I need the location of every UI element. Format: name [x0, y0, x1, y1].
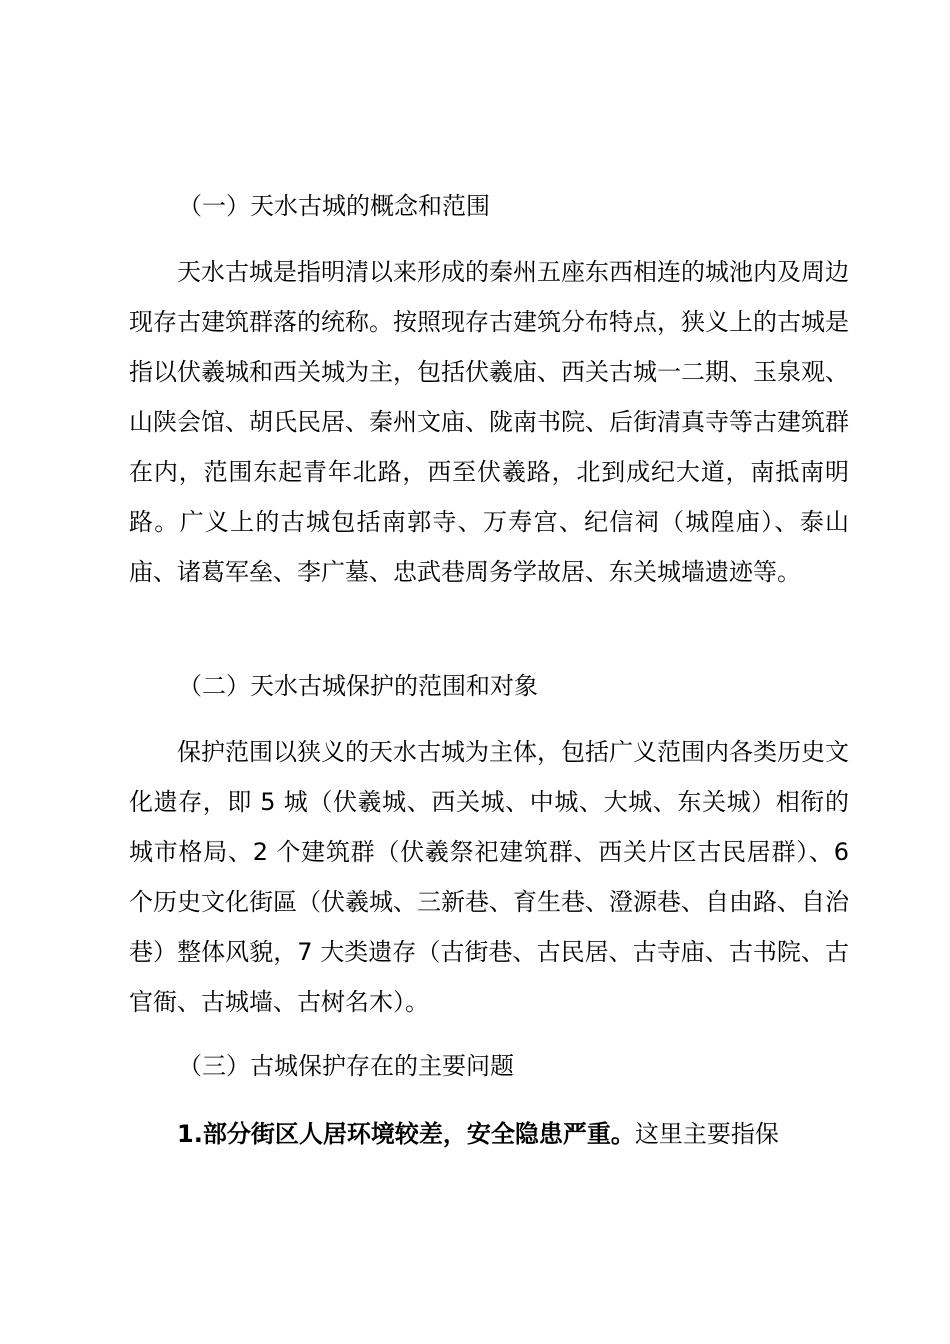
section-heading-3: （三）古城保护存在的主要问题 [178, 1052, 514, 1080]
item-text: 这里主要指保 [634, 1120, 779, 1148]
section-paragraph-1: 天水古城是指明清以来形成的秦州五座东西相连的城池内及周边现存古建筑群落的统称。按照现存古建筑分布特点，狭义上的古城是指以伏羲城和西关城为主，包括伏羲庙、西关古城一二期、玉泉观、山陕会馆、胡氏民居、秦州文庙、陇南书院、后街清真寺等古建筑群在内，范围东起青年北路，西至伏羲路，北到成纪大道，南抵南明路。广义上的古城包括南郭寺、万寿宫、纪信祠（城隍庙）、泰山庙、诸葛军垒、李广墓、忠武巷周务学故居、东关城墙遗迹等。 [129, 258, 849, 586]
section-heading-1: （一）天水古城的概念和范围 [178, 192, 490, 220]
item-lead-bold: 1.部分街区人居环境较差，安全隐患严重。 [177, 1120, 635, 1148]
section-heading-2: （二）天水古城保护的范围和对象 [178, 672, 538, 700]
section-paragraph-2: 保护范围以狭义的天水古城为主体，包括广义范围内各类历史文化遗存，即 5 城（伏羲城、西关城、中城、大城、东关城）相衔的城市格局、2 个建筑群（伏羲祭祀建筑群、西关片区古民居群）、6 个历史文化街區（伏羲城、三新巷、育生巷、澄源巷、自由路、自治巷）整体风貌，7 大类遗存（古街巷、古民居、古寺庙、古书院、古官衙、古城墙、古树名木）。 [129, 738, 849, 1016]
section-paragraph-3 [129, 1109, 849, 1159]
